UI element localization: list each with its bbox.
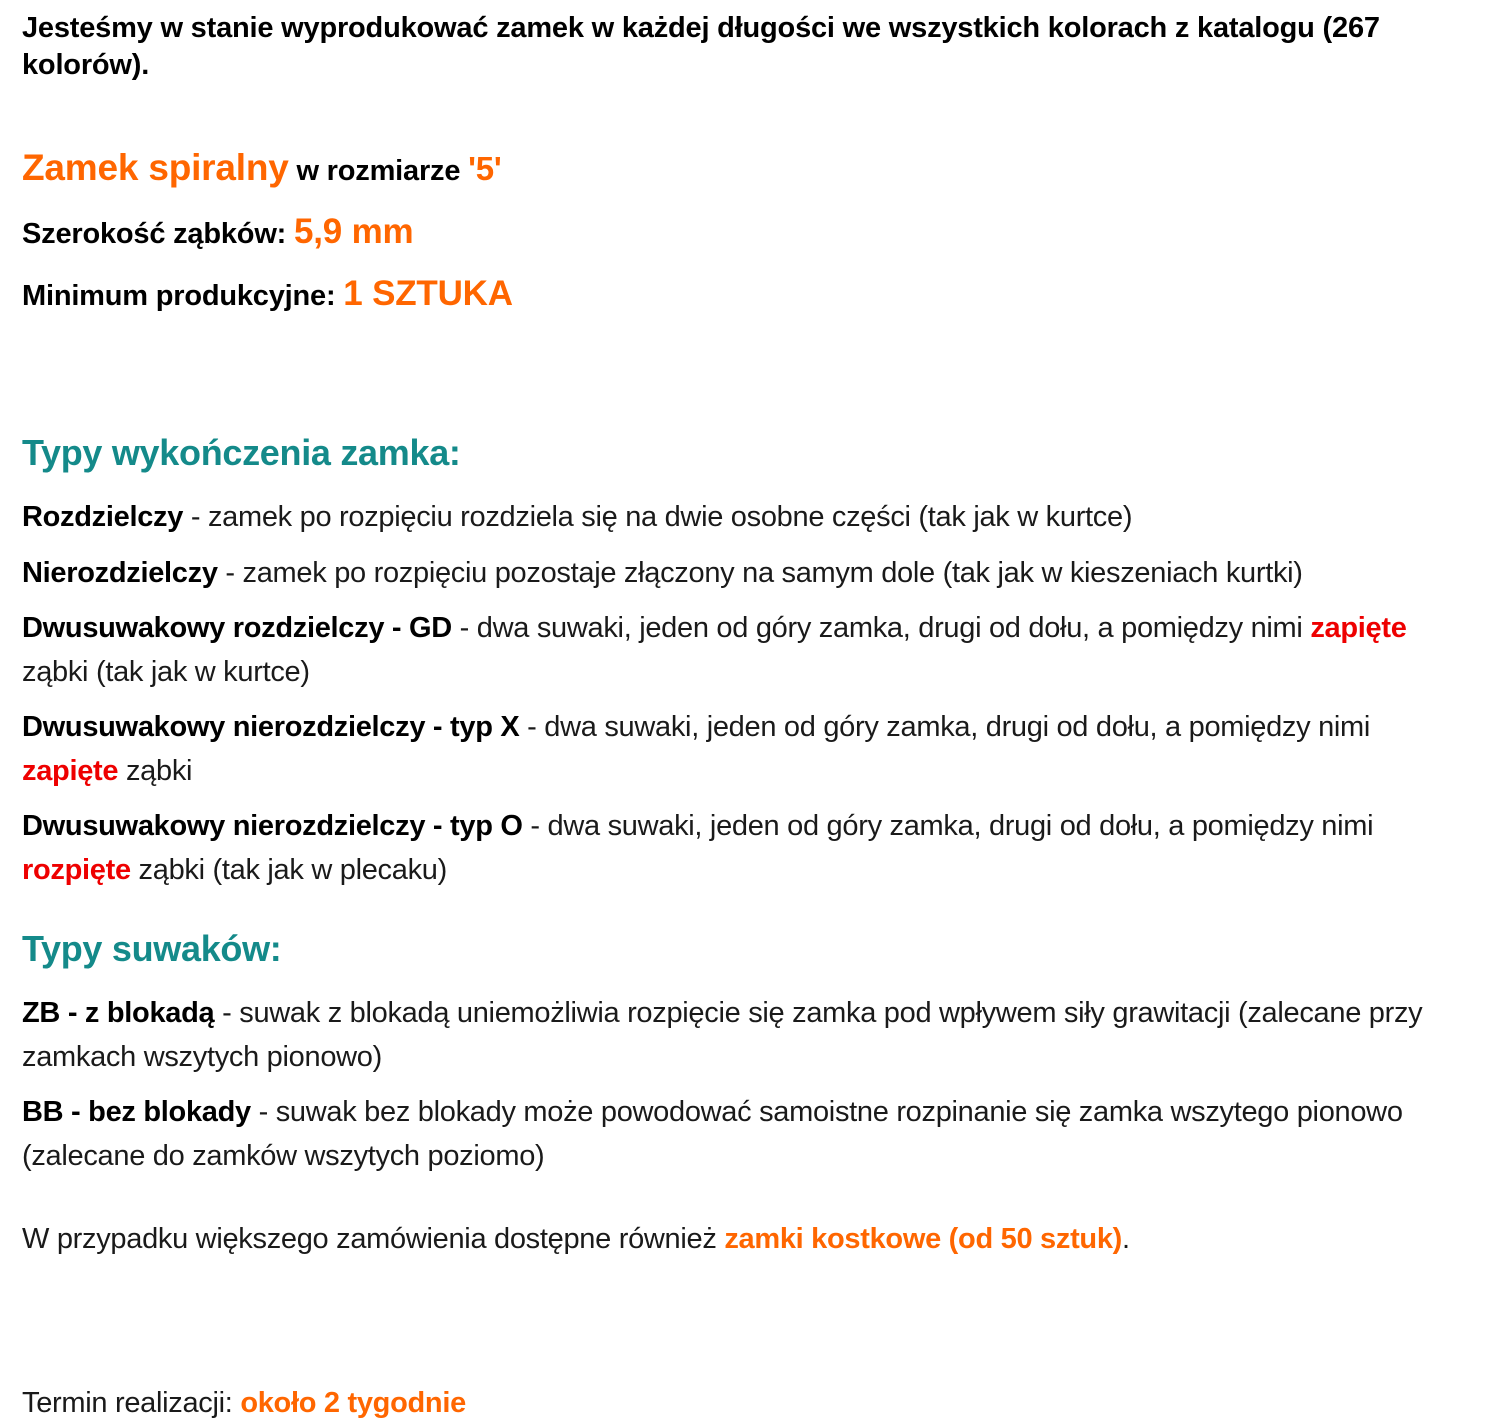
- text-segment: Jesteśmy w stanie wyprodukować zamek w każdej długości we wszystkich kolorach z katalogu (267 kolorów).: [22, 12, 1380, 82]
- finish-type-nierozdzielczy: [22, 552, 1472, 596]
- slider-type-zb: [22, 992, 1472, 1079]
- text-segment: Szerokość ząbków:: [22, 217, 294, 250]
- product-title: [22, 146, 1474, 190]
- text-segment: W przypadku większego zamówienia dostępne również: [22, 1223, 725, 1256]
- text-segment: ząbki: [118, 754, 193, 787]
- intro-paragraph: [22, 10, 1442, 84]
- text-segment: - zamek po rozpięciu pozostaje złączony na samym dole (tak jak w kieszeniach kurtki): [217, 556, 1303, 589]
- text-segment: 1 SZTUKA: [343, 274, 513, 314]
- text-segment: zapięte: [22, 754, 119, 787]
- text-segment: - suwak z blokadą uniemożliwia rozpięcie się zamka pod wpływem siły grawitacji (zalecane przy zamkach wszytych pionowo): [22, 997, 1423, 1073]
- text-segment: ZB - z blokadą: [22, 997, 215, 1030]
- text-segment: zamki kostkowe (od 50 sztuk): [724, 1223, 1123, 1256]
- text-segment: - dwa suwaki, jeden od góry zamka, drugi od dołu, a pomiędzy nimi: [522, 810, 1374, 843]
- slider-types-heading: Typy suwaków:: [22, 928, 282, 970]
- text-segment: 5,9 mm: [294, 211, 414, 251]
- text-segment: Rozdzielczy: [22, 501, 184, 534]
- text-segment: Zamek spiralny: [22, 147, 289, 189]
- text-segment: - suwak bez blokady może powodować samoistne rozpinanie się zamka wszytego pionowo (zalecane do zamków wszytych poziomo): [22, 1096, 1403, 1172]
- text-segment: około 2 tygodnie: [240, 1386, 466, 1419]
- text-segment: - dwa suwaki, jeden od góry zamka, drugi od dołu, a pomiędzy nimi: [451, 612, 1311, 645]
- text-segment: zapięte: [1310, 612, 1407, 645]
- finish-type-dwusuwakowy-typ-o: [22, 805, 1472, 892]
- text-segment: Nierozdzielczy: [22, 556, 218, 589]
- finish-type-dwusuwakowy-gd: [22, 607, 1472, 694]
- text-segment: Dwusuwakowy nierozdzielczy - typ O: [22, 810, 523, 843]
- spec-production-minimum: [22, 272, 1474, 316]
- lead-time-line: [22, 1382, 1474, 1425]
- text-segment: .: [1122, 1223, 1130, 1256]
- slider-type-bb: [22, 1091, 1472, 1178]
- text-segment: Dwusuwakowy rozdzielczy - GD: [22, 612, 452, 645]
- finish-types-heading: Typy wykończenia zamka:: [22, 432, 461, 474]
- text-segment: ząbki (tak jak w plecaku): [130, 853, 447, 886]
- text-segment: - dwa suwaki, jeden od góry zamka, drugi od dołu, a pomiędzy nimi: [519, 711, 1371, 744]
- bulk-order-note: [22, 1218, 1474, 1262]
- text-segment: '5': [468, 150, 502, 188]
- text-segment: BB - bez blokady: [22, 1096, 251, 1129]
- spec-teeth-width: [22, 210, 1474, 254]
- finish-type-rozdzielczy: [22, 496, 1472, 540]
- text-segment: ząbki (tak jak w kurtce): [22, 655, 310, 688]
- text-segment: w rozmiarze: [288, 155, 469, 188]
- text-segment: Minimum produkcyjne:: [22, 280, 344, 313]
- text-segment: - zamek po rozpięciu rozdziela się na dwie osobne części (tak jak w kurtce): [183, 501, 1133, 534]
- finish-type-dwusuwakowy-typ-x: [22, 706, 1472, 793]
- text-segment: Dwusuwakowy nierozdzielczy - typ X: [22, 711, 520, 744]
- text-segment: rozpięte: [22, 853, 131, 886]
- text-segment: Termin realizacji:: [22, 1386, 241, 1419]
